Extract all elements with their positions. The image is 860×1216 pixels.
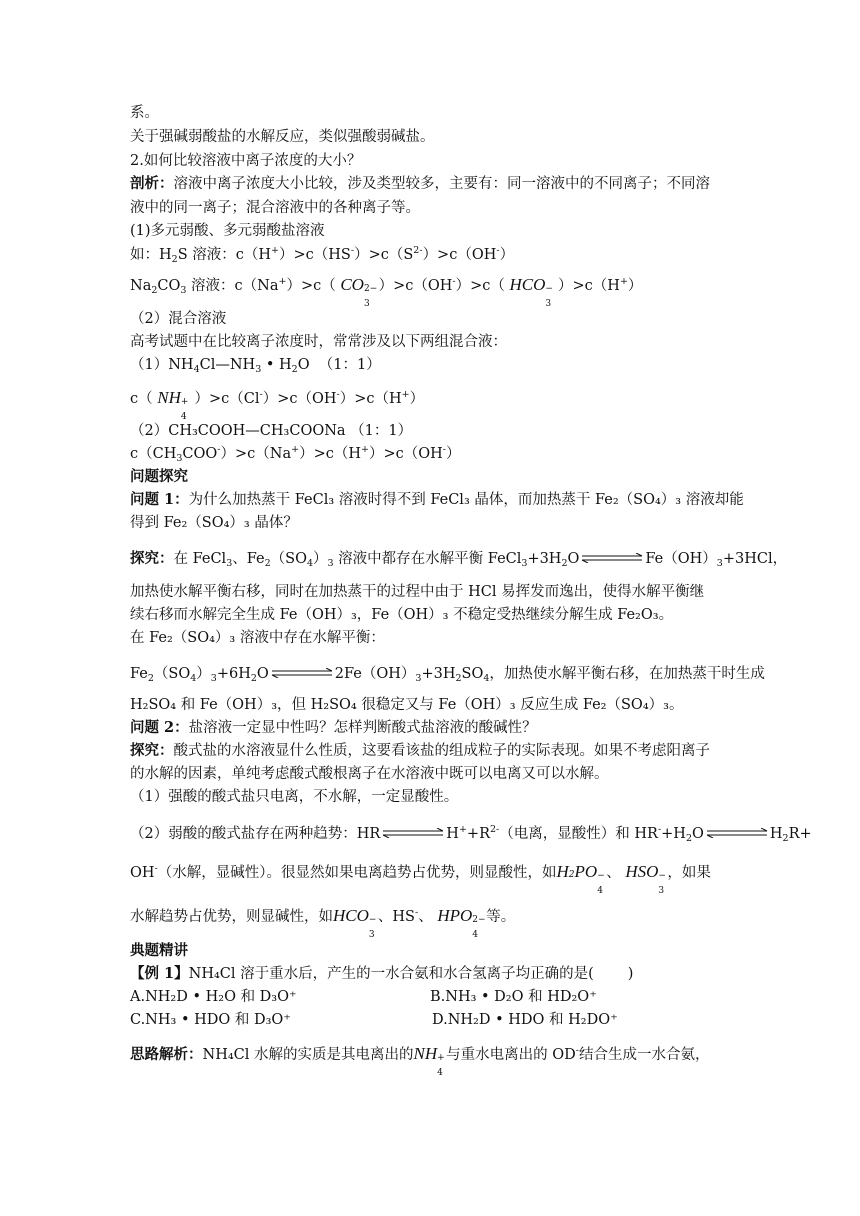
question-2-text: 盐溶液一定显中性吗？怎样判断酸式盐溶液的酸碱性？: [188, 720, 537, 736]
option-a: A.NH₂D • H₂O 和 D₃O⁺: [130, 989, 297, 1005]
text-line: H₂SO₄ 和 Fe（OH）₃，但 H₂SO₄ 很稳定又与 Fe（OH）₃ 反应生成 Fe₂（SO₄）₃。: [130, 697, 684, 713]
answer-analysis: 思路解析：NH₄Cl 水解的实质是其电离出的NH + 4 与重水电离出的 OD-结合生成一水合氨，: [130, 1044, 710, 1078]
question-2: [130, 718, 537, 738]
question-2-label: 问题 2：: [130, 719, 189, 736]
text-line: （1）强酸的酸式盐只电离，不水解，一定显酸性。: [130, 789, 459, 805]
text-line: 的水解的因素，单纯考虑酸式酸根离子在水溶液中既可以电离又可以水解。: [130, 766, 609, 782]
weak-acid-salt-line: （2）弱酸的酸式盐存在两种趋势：HR $H^++R^{2-}$（电离，显酸性）和 $HR^-+H_2O$ $H_2R+$: [130, 824, 812, 844]
text-line: 得到 Fe₂（SO₄）₃ 晶体？: [130, 515, 298, 531]
na2co3-label: Na: [130, 278, 152, 294]
text-segment: （水解，显碱性）。很显然如果电离趋势占优势，则显酸性，如: [157, 865, 557, 881]
mixture-1: $(1)NH_4Cl—NH_3$ • $H_2O$ （1：1）: [130, 357, 381, 375]
example-1: [130, 964, 633, 984]
equilibrium-arrow-icon: [381, 828, 445, 838]
mixture-1-order: c（ NH + 4 ）>c（Cl-）>c（OH-）>c（H+）: [130, 388, 425, 422]
equilibrium-arrow-icon: [705, 828, 769, 838]
text-line: 高考试题中在比较离子浓度时，常常涉及以下两组混合液：: [130, 334, 507, 350]
example-text: NH₄Cl 溶于重水后，产生的一水合氨和水合氢离子均正确的是(: [188, 966, 594, 982]
text-segment: 结合生成一水合氨，: [578, 1047, 710, 1063]
heading-question-2: 2.如何比较溶液中离子浓度的大小？: [130, 153, 362, 169]
text-line: 在 Fe₂（SO₄）₃ 溶液中存在水解平衡：: [130, 630, 385, 646]
question-1-text: 为什么加热蒸干 FeCl₃ 溶液时得不到 FeCl₃ 晶体，而加热蒸干 Fe₂（SO₄）₃ 溶液却能: [188, 492, 744, 508]
hydrolysis-equation: $Fe_2(SO_4)_3+6H_2O$ $2Fe(OH)_3+3H_2SO_4$，加热使水解平衡右移，在加热蒸干时生成: [130, 666, 765, 684]
text-segment: （电离，显酸性）和 HR: [499, 826, 658, 842]
text-line: 关于强碱弱酸盐的水解反应，类似强酸弱碱盐。: [130, 129, 435, 145]
example-label: 【例 1】: [130, 965, 189, 982]
exploration-label: 探究：: [130, 550, 174, 567]
exploration-1: 探究：在 FeCl$_3$、$Fe_2(SO_4)_3$ 溶液中都存在水解平衡 $FeCl_3+3H_2O$ $Fe(OH)_3+3HCl$，: [130, 550, 788, 569]
text-segment: （2）弱酸的酸式盐存在两种趋势：HR: [130, 826, 381, 842]
text-segment: 等。: [486, 909, 516, 925]
text-line: 液中的同一离子；混合溶液中的各种离子等。: [130, 200, 420, 216]
equilibrium-arrow-icon: [270, 668, 334, 678]
option-b: B.NH₃ • D₂O 和 HD₂O⁺: [430, 989, 597, 1005]
h2s-label: 如：H: [130, 247, 172, 263]
analysis-text: 溶液中离子浓度大小比较，涉及类型较多，主要有：同一溶液中的不同离子；不同溶: [173, 176, 710, 192]
question-1: [130, 490, 744, 510]
text-segment: ，如果: [667, 865, 711, 881]
h2s-tail: S 溶液：: [177, 247, 236, 263]
mixture-2-order: $c(CH_3COO^-)>c(Na^+)>c(H^+)>c(OH^-)$: [130, 444, 461, 464]
text-line: 加热使水解平衡右移，同时在加热蒸干的过程中由于 HCl 易挥发而逸出，使得水解平衡继: [130, 584, 705, 600]
section-example-heading: 典题精讲: [130, 942, 188, 959]
exploration-label: 探究：: [130, 742, 174, 759]
answer-label: 思路解析：: [130, 1046, 203, 1063]
ionization-line: OH-（水解，显碱性）。很显然如果电离趋势占优势，则显酸性，如H2PO − 4 、 HSO − 3 ，如果: [130, 862, 711, 896]
equilibrium-arrow-icon: [580, 553, 644, 563]
text-line: 系。: [130, 105, 159, 121]
analysis-line: [130, 174, 710, 194]
mixture-2: （2）CH₃COOH—CH₃COONa （1：1）: [130, 423, 413, 439]
exploration-2: [130, 741, 710, 761]
h2s-formula-line: 如：$H_2S$ 溶液：$c(H^+)>c(HS^-)>c(S^{2-})>c(OH^-)$: [130, 245, 515, 265]
section-problem-heading: 问题探究: [130, 468, 188, 485]
analysis-label: 剖析：: [130, 175, 174, 192]
text-segment: NH₄Cl 水解的实质是其电离出的: [202, 1047, 414, 1063]
na2co3-formula-line: $Na_2CO_3$ 溶液：c（Na+）>c（ CO 2− 3 ）>c（OH-）>c（ HCO − 3 ）>c（H+）: [130, 275, 643, 309]
subheading: （2）混合溶液: [130, 311, 227, 327]
option-c: C.NH₃ • HDO 和 D₃O⁺: [130, 1012, 291, 1028]
example-paren: ): [627, 966, 634, 982]
text-segment: 水解趋势占优势，则显碱性，如: [130, 909, 333, 925]
text-segment: 与重水电离出的 OD: [446, 1047, 576, 1063]
text-line: 续右移而水解完全生成 Fe（OH）₃，Fe（OH）₃ 不稳定受热继续分解生成 Fe₂O₃。: [130, 607, 674, 623]
exploration-2-text: 酸式盐的水溶液显什么性质，这要看该盐的组成粒子的实际表现。如果不考虑阳离子: [173, 743, 710, 759]
option-d: D.NH₂D • HDO 和 H₂DO⁺: [432, 1012, 618, 1028]
question-1-label: 问题 1：: [130, 491, 189, 508]
subheading: (1)多元弱酸、多元弱酸盐溶液: [130, 223, 325, 239]
hydrolysis-line: 水解趋势占优势，则显碱性，如HCO − 3 、HS-、 HPO 2− 4 等。: [130, 906, 516, 940]
